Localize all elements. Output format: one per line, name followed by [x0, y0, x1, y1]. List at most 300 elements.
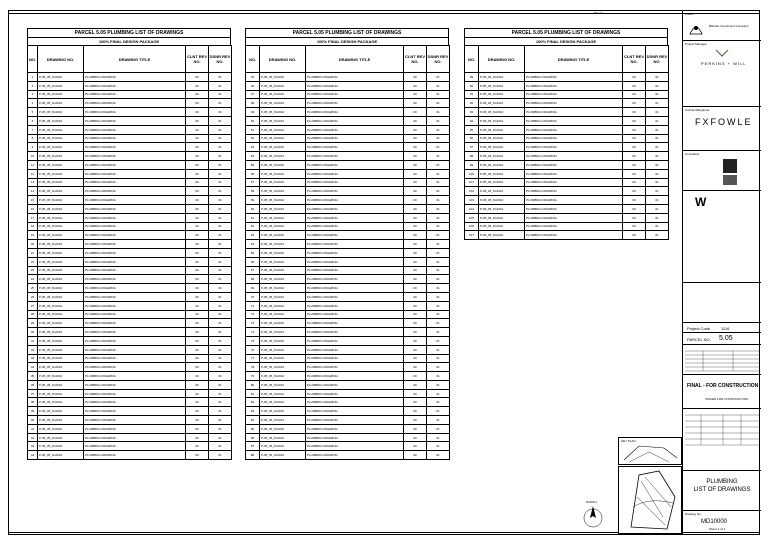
- row-number: 92: [465, 99, 479, 108]
- row-drawing-no: P-05_05_M-0010: [260, 108, 306, 117]
- table-row: [465, 81, 669, 90]
- row-number: 102: [465, 187, 479, 196]
- row-clnt-rev: 00: [404, 433, 427, 442]
- row-dsnr-rev: 01: [427, 284, 450, 293]
- row-drawing-no: P-05_05_M-0010: [38, 73, 84, 82]
- table-row: [246, 301, 450, 310]
- row-clnt-rev: 00: [404, 363, 427, 372]
- row-dsnr-rev: 01: [646, 160, 669, 169]
- row-drawing-title: PLUMBING DRAWING: [525, 204, 623, 213]
- row-drawing-no: P-05_05_M-0010: [260, 266, 306, 275]
- row-dsnr-rev: 01: [209, 204, 232, 213]
- row-dsnr-rev: 01: [646, 213, 669, 222]
- table-row: [28, 125, 232, 134]
- table-row: [246, 416, 450, 425]
- row-number: 49: [246, 108, 260, 117]
- row-dsnr-rev: 01: [646, 90, 669, 99]
- drawing-table: [27, 45, 232, 460]
- row-clnt-rev: 00: [404, 354, 427, 363]
- row-drawing-no: P-05_05_M-0010: [260, 231, 306, 240]
- row-drawing-title: PLUMBING DRAWING: [84, 222, 186, 231]
- row-drawing-no: P-05_05_M-0010: [260, 143, 306, 152]
- row-clnt-rev: 00: [186, 152, 209, 161]
- row-drawing-title: PLUMBING DRAWING: [306, 442, 404, 451]
- row-drawing-title: PLUMBING DRAWING: [306, 143, 404, 152]
- row-dsnr-rev: 01: [209, 213, 232, 222]
- table-row: [246, 284, 450, 293]
- table-row: [246, 81, 450, 90]
- col-clnt-rev: CLNT REV NO.: [623, 46, 646, 73]
- row-clnt-rev: 00: [186, 108, 209, 117]
- row-dsnr-rev: 01: [427, 380, 450, 389]
- row-drawing-no: P-05_05_M-0010: [479, 125, 525, 134]
- row-clnt-rev: 00: [404, 160, 427, 169]
- row-drawing-title: PLUMBING DRAWING: [306, 416, 404, 425]
- issue-grid-lines: [683, 409, 761, 451]
- table-row: [28, 160, 232, 169]
- drawing-list-2: [245, 28, 449, 460]
- row-dsnr-rev: 01: [427, 301, 450, 310]
- row-drawing-title: PLUMBING DRAWING: [306, 398, 404, 407]
- row-drawing-title: PLUMBING DRAWING: [525, 73, 623, 82]
- row-drawing-title: PLUMBING DRAWING: [84, 196, 186, 205]
- table-row: [465, 204, 669, 213]
- row-dsnr-rev: 01: [427, 231, 450, 240]
- consultant-section: [683, 150, 761, 191]
- row-drawing-no: P-05_05_M-0010: [479, 99, 525, 108]
- row-dsnr-rev: 01: [427, 275, 450, 284]
- table-row: [28, 73, 232, 82]
- row-number: 50: [246, 116, 260, 125]
- row-clnt-rev: 00: [623, 222, 646, 231]
- row-dsnr-rev: 01: [427, 345, 450, 354]
- row-clnt-rev: 00: [186, 196, 209, 205]
- row-number: 61: [246, 213, 260, 222]
- row-clnt-rev: 00: [186, 266, 209, 275]
- row-drawing-no: P-05_05_M-0010: [260, 292, 306, 301]
- row-dsnr-rev: 01: [209, 363, 232, 372]
- pm-label: Project Manager: [685, 42, 708, 46]
- row-drawing-no: P-05_05_M-0010: [38, 301, 84, 310]
- row-clnt-rev: 00: [186, 257, 209, 266]
- row-clnt-rev: 00: [404, 442, 427, 451]
- row-number: 22: [28, 257, 38, 266]
- row-clnt-rev: 00: [186, 451, 209, 460]
- row-number: 87: [246, 442, 260, 451]
- row-number: 70: [246, 292, 260, 301]
- row-number: 25: [28, 284, 38, 293]
- row-dsnr-rev: 01: [646, 134, 669, 143]
- row-drawing-no: P-05_05_M-0010: [260, 389, 306, 398]
- row-number: 80: [246, 380, 260, 389]
- row-drawing-no: P-05_05_M-0010: [260, 363, 306, 372]
- row-drawing-title: PLUMBING DRAWING: [306, 187, 404, 196]
- row-number: 107: [465, 231, 479, 240]
- table-row: [28, 336, 232, 345]
- row-number: 47: [246, 90, 260, 99]
- row-drawing-no: P-05_05_M-0010: [38, 310, 84, 319]
- list-title: PARCEL 5.05 PLUMBING LIST OF DRAWINGS: [464, 28, 668, 37]
- row-number: 67: [246, 266, 260, 275]
- table-row: [28, 134, 232, 143]
- table-row: [246, 231, 450, 240]
- row-number: 31: [28, 336, 38, 345]
- row-number: 5: [28, 108, 38, 117]
- row-drawing-no: P-05_05_M-0010: [479, 73, 525, 82]
- architect-label: Architect/Engineer: [685, 108, 710, 112]
- row-clnt-rev: 00: [404, 398, 427, 407]
- row-number: 86: [246, 433, 260, 442]
- row-drawing-no: P-05_05_M-0010: [479, 116, 525, 125]
- row-dsnr-rev: 01: [209, 345, 232, 354]
- col-drawing-no: DRAWING NO.: [260, 46, 306, 73]
- col-drawing-no: DRAWING NO.: [479, 46, 525, 73]
- row-drawing-title: PLUMBING DRAWING: [84, 398, 186, 407]
- row-clnt-rev: 00: [623, 99, 646, 108]
- row-number: 99: [465, 160, 479, 169]
- table-row: [465, 196, 669, 205]
- row-drawing-no: P-05_05_M-0010: [38, 143, 84, 152]
- row-clnt-rev: 00: [186, 433, 209, 442]
- row-dsnr-rev: 01: [209, 319, 232, 328]
- row-number: 9: [28, 143, 38, 152]
- row-drawing-title: PLUMBING DRAWING: [84, 160, 186, 169]
- row-clnt-rev: 00: [404, 407, 427, 416]
- row-drawing-title: PLUMBING DRAWING: [84, 372, 186, 381]
- project-code-label: Project Code: [687, 326, 711, 331]
- row-drawing-no: P-05_05_M-0010: [260, 372, 306, 381]
- row-drawing-title: PLUMBING DRAWING: [525, 116, 623, 125]
- row-clnt-rev: 00: [186, 389, 209, 398]
- row-drawing-no: P-05_05_M-0010: [260, 213, 306, 222]
- row-dsnr-rev: 01: [427, 222, 450, 231]
- row-dsnr-rev: 01: [646, 116, 669, 125]
- row-drawing-no: P-05_05_M-0010: [38, 266, 84, 275]
- row-dsnr-rev: 01: [209, 284, 232, 293]
- consultant-2-section: [683, 190, 761, 221]
- row-drawing-no: P-05_05_M-0010: [479, 90, 525, 99]
- row-number: 81: [246, 389, 260, 398]
- table-row: [246, 380, 450, 389]
- row-dsnr-rev: 01: [209, 328, 232, 337]
- row-clnt-rev: 00: [186, 336, 209, 345]
- row-clnt-rev: 00: [186, 178, 209, 187]
- row-dsnr-rev: 01: [427, 363, 450, 372]
- row-drawing-title: PLUMBING DRAWING: [84, 416, 186, 425]
- row-drawing-title: PLUMBING DRAWING: [84, 275, 186, 284]
- row-drawing-no: P-05_05_M-0010: [260, 451, 306, 460]
- row-drawing-title: PLUMBING DRAWING: [306, 248, 404, 257]
- row-clnt-rev: 00: [623, 213, 646, 222]
- table-row: [28, 345, 232, 354]
- row-number: 82: [246, 398, 260, 407]
- row-clnt-rev: 00: [623, 178, 646, 187]
- row-drawing-no: P-05_05_M-0010: [38, 213, 84, 222]
- row-number: 54: [246, 152, 260, 161]
- row-number: 29: [28, 319, 38, 328]
- row-dsnr-rev: 01: [427, 407, 450, 416]
- row-number: 77: [246, 354, 260, 363]
- row-clnt-rev: 00: [186, 407, 209, 416]
- col-dsnr-rev: DSNR REV NO.: [209, 46, 232, 73]
- row-number: 17: [28, 213, 38, 222]
- table-row: [28, 372, 232, 381]
- table-row: [465, 178, 669, 187]
- row-drawing-no: P-05_05_M-0010: [38, 134, 84, 143]
- table-row: [465, 152, 669, 161]
- row-number: 89: [465, 73, 479, 82]
- table-row: [465, 213, 669, 222]
- consultant-logo: [723, 159, 737, 173]
- row-dsnr-rev: 01: [427, 328, 450, 337]
- row-dsnr-rev: 01: [427, 152, 450, 161]
- row-drawing-title: PLUMBING DRAWING: [525, 134, 623, 143]
- row-number: 73: [246, 319, 260, 328]
- table-row: [246, 152, 450, 161]
- row-dsnr-rev: 01: [209, 266, 232, 275]
- row-drawing-title: PLUMBING DRAWING: [306, 292, 404, 301]
- row-clnt-rev: 00: [186, 160, 209, 169]
- row-clnt-rev: 00: [404, 319, 427, 328]
- row-number: 101: [465, 178, 479, 187]
- row-number: 32: [28, 345, 38, 354]
- row-drawing-no: P-05_05_M-0010: [479, 204, 525, 213]
- row-clnt-rev: 00: [623, 160, 646, 169]
- row-number: 20: [28, 240, 38, 249]
- row-drawing-title: PLUMBING DRAWING: [306, 284, 404, 293]
- table-row: [28, 451, 232, 460]
- row-clnt-rev: 00: [404, 328, 427, 337]
- row-clnt-rev: 00: [404, 187, 427, 196]
- row-clnt-rev: 00: [186, 213, 209, 222]
- table-row: [465, 222, 669, 231]
- col-no: NO.: [465, 46, 479, 73]
- row-number: 100: [465, 169, 479, 178]
- row-clnt-rev: 00: [186, 284, 209, 293]
- table-row: [28, 424, 232, 433]
- row-clnt-rev: 00: [623, 196, 646, 205]
- row-drawing-no: P-05_05_M-0010: [38, 416, 84, 425]
- row-drawing-title: PLUMBING DRAWING: [306, 240, 404, 249]
- table-row: [246, 389, 450, 398]
- col-title: DRAWING TITLE: [84, 46, 186, 73]
- row-clnt-rev: 00: [186, 301, 209, 310]
- table-row: [28, 222, 232, 231]
- sheet-number: Sheet 1 of 1: [709, 527, 726, 531]
- row-clnt-rev: 00: [404, 266, 427, 275]
- table-row: [246, 372, 450, 381]
- table-row: [246, 310, 450, 319]
- col-clnt-rev: CLNT REV NO.: [404, 46, 427, 73]
- row-clnt-rev: 00: [623, 169, 646, 178]
- row-drawing-no: P-05_05_M-0010: [260, 398, 306, 407]
- row-clnt-rev: 00: [404, 240, 427, 249]
- table-row: [246, 275, 450, 284]
- row-clnt-rev: 00: [404, 292, 427, 301]
- table-row: [28, 257, 232, 266]
- table-row: [28, 284, 232, 293]
- row-drawing-no: P-05_05_M-0010: [38, 222, 84, 231]
- drawing-number: MD10000: [701, 519, 728, 525]
- row-drawing-no: P-05_05_M-0010: [38, 328, 84, 337]
- row-dsnr-rev: 01: [427, 169, 450, 178]
- row-dsnr-rev: 01: [209, 108, 232, 117]
- row-drawing-title: PLUMBING DRAWING: [306, 301, 404, 310]
- row-drawing-no: P-05_05_M-0010: [260, 248, 306, 257]
- site-plan-sketch: [619, 467, 681, 533]
- row-clnt-rev: 00: [623, 204, 646, 213]
- row-drawing-title: PLUMBING DRAWING: [84, 169, 186, 178]
- row-drawing-no: P-05_05_M-0010: [38, 345, 84, 354]
- table-row: [28, 81, 232, 90]
- row-drawing-no: P-05_05_M-0010: [38, 336, 84, 345]
- table-row: [28, 248, 232, 257]
- row-drawing-title: PLUMBING DRAWING: [306, 152, 404, 161]
- row-number: 95: [465, 125, 479, 134]
- row-drawing-no: P-05_05_M-0010: [260, 301, 306, 310]
- table-row: [28, 416, 232, 425]
- row-number: 45: [246, 73, 260, 82]
- row-number: 64: [246, 240, 260, 249]
- row-drawing-title: PLUMBING DRAWING: [84, 292, 186, 301]
- row-drawing-title: PLUMBING DRAWING: [84, 424, 186, 433]
- row-drawing-no: P-05_05_M-0010: [260, 275, 306, 284]
- row-clnt-rev: 00: [186, 248, 209, 257]
- row-drawing-no: P-05_05_M-0010: [260, 319, 306, 328]
- row-drawing-no: P-05_05_M-0010: [38, 424, 84, 433]
- row-dsnr-rev: 01: [427, 160, 450, 169]
- row-drawing-title: PLUMBING DRAWING: [84, 143, 186, 152]
- row-dsnr-rev: 01: [427, 134, 450, 143]
- row-dsnr-rev: 01: [427, 143, 450, 152]
- architect-name: FXFOWLE: [695, 117, 753, 127]
- row-dsnr-rev: 01: [646, 73, 669, 82]
- parcel-number: 5.05: [719, 335, 733, 342]
- table-row: [28, 301, 232, 310]
- table-row: [28, 433, 232, 442]
- row-dsnr-rev: 01: [209, 424, 232, 433]
- row-dsnr-rev: 01: [209, 257, 232, 266]
- row-drawing-no: P-05_05_M-0010: [260, 424, 306, 433]
- row-number: 84: [246, 416, 260, 425]
- row-drawing-no: P-05_05_M-0010: [38, 398, 84, 407]
- col-no: NO.: [246, 46, 260, 73]
- row-drawing-title: PLUMBING DRAWING: [84, 134, 186, 143]
- row-number: 90: [465, 81, 479, 90]
- row-drawing-title: PLUMBING DRAWING: [306, 407, 404, 416]
- table-row: [28, 187, 232, 196]
- row-number: 1: [28, 73, 38, 82]
- row-dsnr-rev: 01: [427, 99, 450, 108]
- row-clnt-rev: 00: [186, 240, 209, 249]
- table-row: [28, 196, 232, 205]
- row-drawing-no: P-05_05_M-0010: [38, 99, 84, 108]
- row-clnt-rev: 00: [623, 134, 646, 143]
- north-arrow-icon: [578, 500, 608, 530]
- row-clnt-rev: 00: [186, 125, 209, 134]
- row-dsnr-rev: 01: [427, 196, 450, 205]
- row-drawing-no: P-05_05_M-0010: [38, 363, 84, 372]
- row-dsnr-rev: 01: [427, 90, 450, 99]
- row-dsnr-rev: 01: [646, 152, 669, 161]
- row-clnt-rev: 00: [404, 204, 427, 213]
- row-dsnr-rev: 01: [427, 389, 450, 398]
- row-clnt-rev: 00: [404, 416, 427, 425]
- row-dsnr-rev: 01: [646, 81, 669, 90]
- table-row: [465, 160, 669, 169]
- row-dsnr-rev: 01: [427, 433, 450, 442]
- row-dsnr-rev: 01: [427, 442, 450, 451]
- row-drawing-title: PLUMBING DRAWING: [525, 81, 623, 90]
- drawing-table: [464, 45, 669, 240]
- row-drawing-no: P-05_05_M-0010: [38, 240, 84, 249]
- row-drawing-title: PLUMBING DRAWING: [306, 389, 404, 398]
- row-number: 24: [28, 275, 38, 284]
- row-dsnr-rev: 01: [427, 257, 450, 266]
- drawing-list-1: [27, 28, 231, 460]
- row-number: 91: [465, 90, 479, 99]
- table-row: [465, 73, 669, 82]
- row-number: 7: [28, 125, 38, 134]
- row-drawing-no: P-05_05_M-0010: [260, 240, 306, 249]
- row-clnt-rev: 00: [186, 345, 209, 354]
- row-clnt-rev: 00: [186, 319, 209, 328]
- table-row: [246, 451, 450, 460]
- row-dsnr-rev: 01: [209, 125, 232, 134]
- row-number: 6: [28, 116, 38, 125]
- row-number: 33: [28, 354, 38, 363]
- row-clnt-rev: 00: [186, 354, 209, 363]
- row-dsnr-rev: 01: [209, 433, 232, 442]
- drawing-number-section: [683, 510, 761, 536]
- table-row: [246, 108, 450, 117]
- row-dsnr-rev: 01: [209, 196, 232, 205]
- row-drawing-no: P-05_05_M-0010: [479, 196, 525, 205]
- table-row: [465, 125, 669, 134]
- row-drawing-no: P-05_05_M-0010: [260, 99, 306, 108]
- row-dsnr-rev: 01: [209, 187, 232, 196]
- row-clnt-rev: 00: [186, 187, 209, 196]
- row-drawing-title: PLUMBING DRAWING: [306, 363, 404, 372]
- row-dsnr-rev: 01: [209, 407, 232, 416]
- row-drawing-no: P-05_05_M-0010: [479, 178, 525, 187]
- table-row: [246, 116, 450, 125]
- row-drawing-title: PLUMBING DRAWING: [525, 187, 623, 196]
- row-drawing-no: P-05_05_M-0010: [38, 169, 84, 178]
- row-drawing-no: P-05_05_M-0010: [260, 336, 306, 345]
- row-dsnr-rev: 01: [427, 398, 450, 407]
- row-drawing-title: PLUMBING DRAWING: [306, 125, 404, 134]
- table-row: [465, 169, 669, 178]
- row-dsnr-rev: 01: [646, 169, 669, 178]
- row-drawing-title: PLUMBING DRAWING: [84, 284, 186, 293]
- row-clnt-rev: 00: [404, 196, 427, 205]
- row-drawing-no: P-05_05_M-0010: [260, 222, 306, 231]
- row-number: 40: [28, 416, 38, 425]
- row-dsnr-rev: 01: [209, 248, 232, 257]
- table-row: [246, 319, 450, 328]
- row-dsnr-rev: 01: [209, 240, 232, 249]
- consultant-label: Consultant: [685, 152, 700, 156]
- row-number: 41: [28, 424, 38, 433]
- table-row: [28, 328, 232, 337]
- row-number: 2: [28, 81, 38, 90]
- row-clnt-rev: 00: [186, 363, 209, 372]
- row-drawing-title: PLUMBING DRAWING: [306, 336, 404, 345]
- row-drawing-no: P-05_05_M-0010: [260, 328, 306, 337]
- row-clnt-rev: 00: [404, 125, 427, 134]
- pm-name: PERKINS + WILL: [701, 61, 747, 66]
